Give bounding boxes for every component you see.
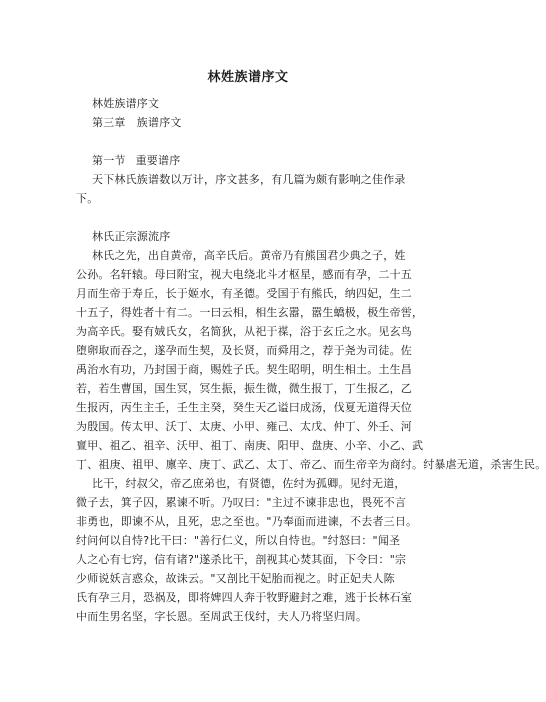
sub-heading: 林氏正宗源流序 (92, 230, 171, 243)
paragraph-line: 十五子，得姓者十有二。一曰云相，相生玄嚣，嚣生蟜极，极生帝喾， (76, 306, 424, 319)
chapter-heading: 第三章 族谱序文 (92, 116, 182, 129)
intro-line: 下。 (76, 192, 99, 205)
paragraph-line: 禹治水有功，乃封国于商，赐姓子氏。契生昭明，明生相土。土生昌 (76, 363, 412, 376)
spacer (76, 132, 419, 151)
paragraph-line: 生报丙，丙生主壬，壬生主癸，癸生天乙谥曰成汤，伐夏无道得天位 (76, 401, 412, 414)
paragraph-line: 为高辛氏。娶有娀氏女，名简狄，从祀于禖，浴于玄丘之水。见玄鸟 (76, 325, 412, 338)
paragraph-line: 若，若生曹国，国生冥，冥生振，振生微，微生报丁，丁生报乙，乙 (76, 382, 412, 395)
paragraph-line: 比干，纣叔父，帝乙庶弟也，有贤德，佐纣为孤卿。见纣无道， (92, 477, 406, 490)
document-body (76, 94, 546, 626)
spacer (76, 208, 419, 227)
paragraph-line: 林氏之先，出自黄帝，高辛氏后。黄帝乃有熊国君少典之子，姓 (92, 249, 406, 262)
paragraph-line: 公孙。名轩辕。母曰附宝，视大电绕北斗才枢星，感而有孕，二十五 (76, 268, 412, 281)
section-number: 第一节 (92, 154, 126, 167)
paragraph-line: 少师说妖言惑众，故诛云。"又剖比干妃胎而视之。时正妃夫人陈 (76, 572, 395, 585)
paragraph-line: 亶甲、祖乙、祖辛、沃甲、祖丁、南庚、阳甲、盘庚、小辛、小乙、武 (76, 439, 424, 452)
paragraph-line: 为殷国。传太甲、沃丁、太庚、小甲、雍己、太戊、仲丁、外壬、河 (76, 420, 412, 433)
paragraph-line: 月而生帝于寿丘，长于姬水，有圣德。受国于有熊氏，纳四妃，生二 (76, 287, 412, 300)
paragraph-line: 人之心有七窍，信有诸?"遂杀比干，剖视其心焚其面，下令曰："宗 (76, 553, 407, 566)
paragraph-line: 丁、祖庚、祖甲、廪辛、庚丁、武乙、太丁、帝乙、而生帝辛为商纣。纣暴虐无道，杀害生民。 (76, 458, 546, 471)
paragraph-line: 中而生男名坚，字长恩。至周武王伐纣，夫人乃将坚归周。 (76, 610, 368, 623)
document-title: 林姓族谱序文 (207, 70, 289, 85)
section-title: 重要谱序 (135, 154, 181, 167)
paragraph-line: 堕卵取而吞之，遂孕而生契，及长贤，而舜用之，荐于尧为司徒。佐 (76, 344, 412, 357)
paragraph-line: 非勇也，即谏不从，且死，忠之至也。"乃奉面而进谏，不去者三日。 (76, 515, 418, 528)
paragraph-line: 微子去，箕子囚，累谏不听。乃叹曰："主过不谏非忠也，畏死不言 (76, 496, 407, 509)
document-subtitle: 林姓族谱序文 (92, 97, 160, 110)
paragraph-line: 纣问何以自恃?比干曰："善行仁义，所以自恃也。"纣怒曰："闻圣 (76, 534, 401, 547)
intro-line: 天下林氏族谱数以万计，序文甚多，有几篇为颇有影响之佳作录 (92, 173, 406, 186)
paragraph-line: 氏有孕三月，恐祸及，即将婢四人奔于牧野避封之难，逃于长林石室 (76, 591, 412, 604)
section-heading (76, 151, 419, 170)
